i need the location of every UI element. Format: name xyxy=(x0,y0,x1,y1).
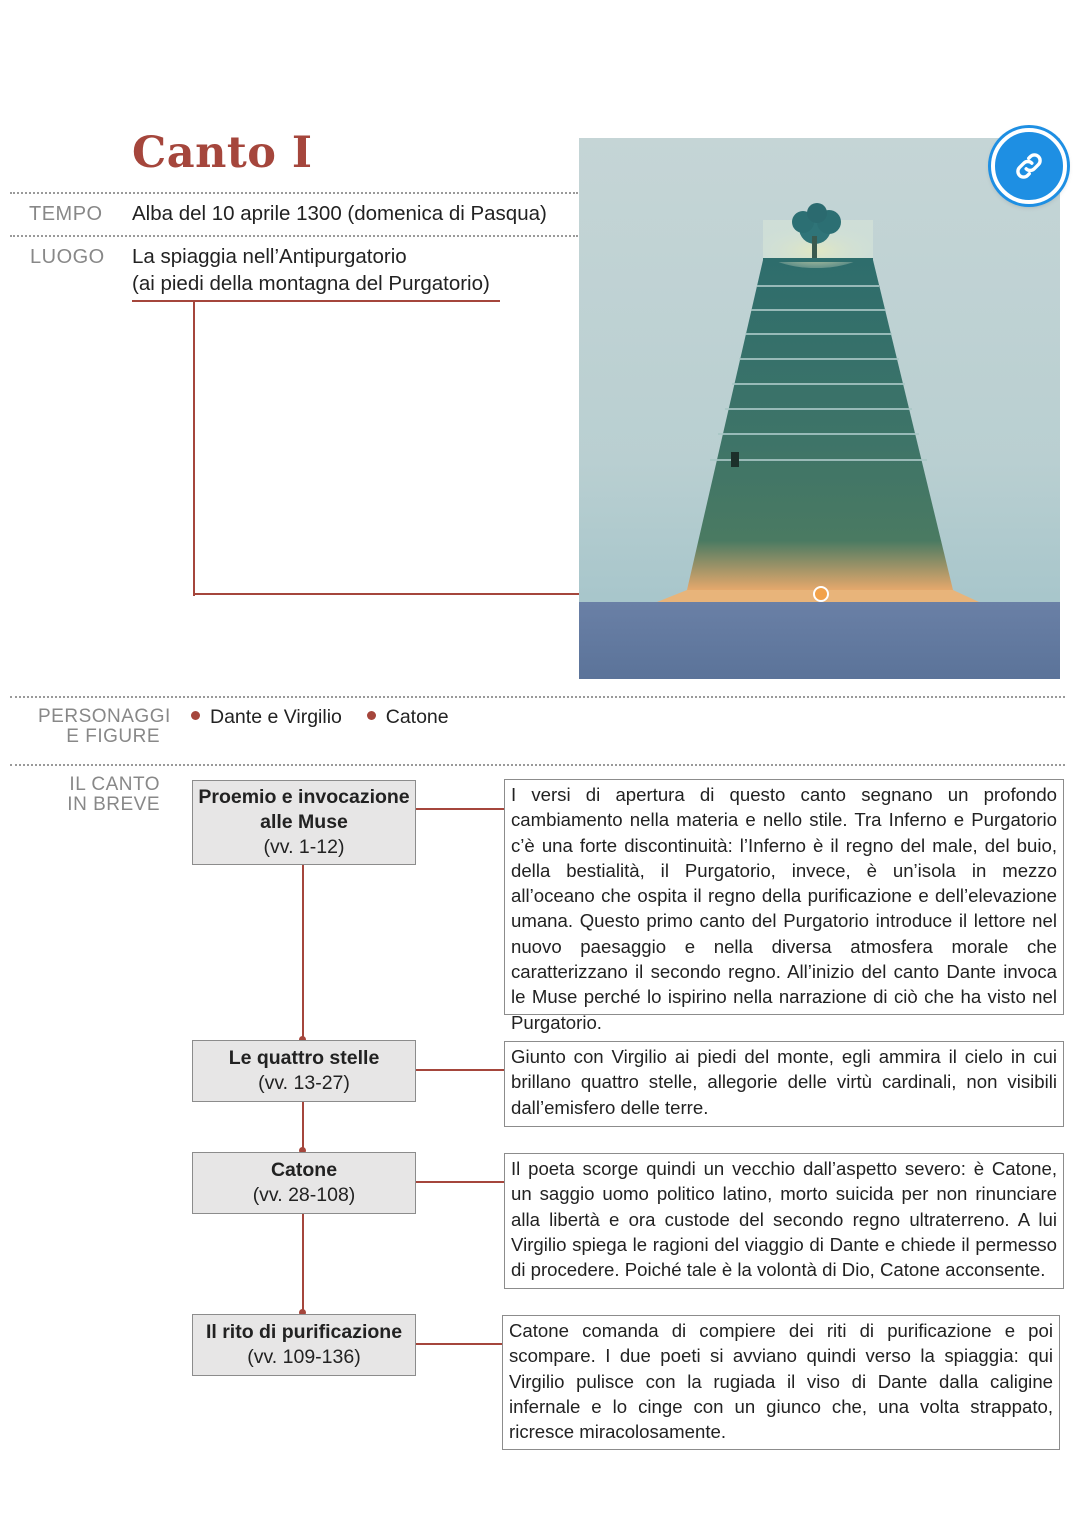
bullet-icon xyxy=(367,711,376,720)
section-box-rito xyxy=(192,1314,416,1376)
personaggio-item: Catone xyxy=(385,706,449,728)
section-connector xyxy=(415,1181,504,1183)
section-text-proemio: I versi di apertura di questo canto segnano un profondo cambiamento nella materia e nello stile. Tra Inferno e Purgatorio c’è una forte discontinuità: l’Inferno è il regno del male, del buio, della bestialità, il Purgatorio, invece, è un’isola in mezzo all’oceano che ospita il regno della purificazione e dell’elevazione umana. Questo primo canto del Purgatorio introduce il lettore nel nuovo paesaggio e nella diversa atmosfera morale che caratterizzano il secondo regno. All’inizio del canto Dante invoca le Muse perché lo ispirino nella narrazione di ciò che ha visto nel Purgatorio. xyxy=(504,779,1064,1015)
canto-label-line-2: IN BREVE xyxy=(67,794,160,815)
section-connector xyxy=(415,1069,504,1071)
section-text-rito: Catone comanda di compiere dei riti di purificazione e poi scompare. I due poeti si avviano quindi verso la spiaggia: qui Virgilio pulisce con la rugiada il viso di Dante dalla caligine infernale e lo cinge con un giunco che, una volta strappato, ricresce miracolosamente. xyxy=(502,1315,1060,1450)
bullet-icon xyxy=(191,711,200,720)
tempo-label: TEMPO xyxy=(29,203,103,225)
tempo-value: Alba del 10 aprile 1300 (domenica di Pasqua) xyxy=(132,202,547,225)
section-title-line-1: Proemio e invocazione xyxy=(198,786,410,808)
link-icon xyxy=(1012,149,1046,183)
link-button[interactable] xyxy=(991,128,1067,204)
connector-vertical xyxy=(193,300,195,596)
purgatorio-illustration xyxy=(579,138,1060,679)
section-title: Le quattro stelle xyxy=(228,1047,380,1069)
luogo-underline xyxy=(132,300,500,302)
section-text-stelle: Giunto con Virgilio ai piedi del monte, egli ammira il cielo in cui brillano quattro stelle, allegorie delle virtù cardinali, non visibili dall’emisfero delle terre. xyxy=(504,1041,1064,1127)
separator xyxy=(10,235,578,237)
personaggi-list xyxy=(191,706,449,729)
section-title: Il rito di purificazione xyxy=(205,1321,403,1343)
mountain-image xyxy=(579,138,1060,679)
section-text-catone: Il poeta scorge quindi un vecchio dall’aspetto severo: è Catone, un saggio uomo politico latino, morto suicida per non rinunciare alla libertà e ora custode del secondo regno ultraterreno. A lui Virgilio spiega le ragioni del viaggio di Dante e chiede il permesso di procedere. Poiché tale è la volontà di Dio, Catone acconsente. xyxy=(504,1153,1064,1289)
section-connector xyxy=(415,1343,502,1345)
page-title: Canto I xyxy=(132,128,313,178)
section-verses: (vv. 109-136) xyxy=(247,1346,361,1368)
separator xyxy=(10,696,1065,698)
luogo-line-1: La spiaggia nell’Antipurgatorio xyxy=(132,245,407,268)
section-box-catone xyxy=(192,1152,416,1214)
personaggi-label-line-1: PERSONAGGI xyxy=(38,706,171,727)
separator xyxy=(10,192,578,194)
section-verses: (vv. 1-12) xyxy=(263,836,345,858)
canto-label-line-1: IL CANTO xyxy=(69,774,160,795)
section-title-line-2: alle Muse xyxy=(260,811,348,833)
personaggio-item: Dante e Virgilio xyxy=(210,706,342,728)
canto-in-breve-label xyxy=(38,775,160,815)
luogo-line-2: (ai piedi della montagna del Purgatorio) xyxy=(132,272,490,295)
separator xyxy=(10,764,1065,766)
section-verses: (vv. 13-27) xyxy=(258,1072,350,1094)
personaggi-label-line-2: E FIGURE xyxy=(66,726,160,747)
section-connector xyxy=(415,808,504,810)
section-box-stelle xyxy=(192,1040,416,1102)
section-box-proemio xyxy=(192,780,416,865)
luogo-label: LUOGO xyxy=(30,246,105,268)
personaggi-label xyxy=(38,706,171,747)
section-title: Catone xyxy=(270,1159,338,1181)
section-verses: (vv. 28-108) xyxy=(252,1184,356,1206)
